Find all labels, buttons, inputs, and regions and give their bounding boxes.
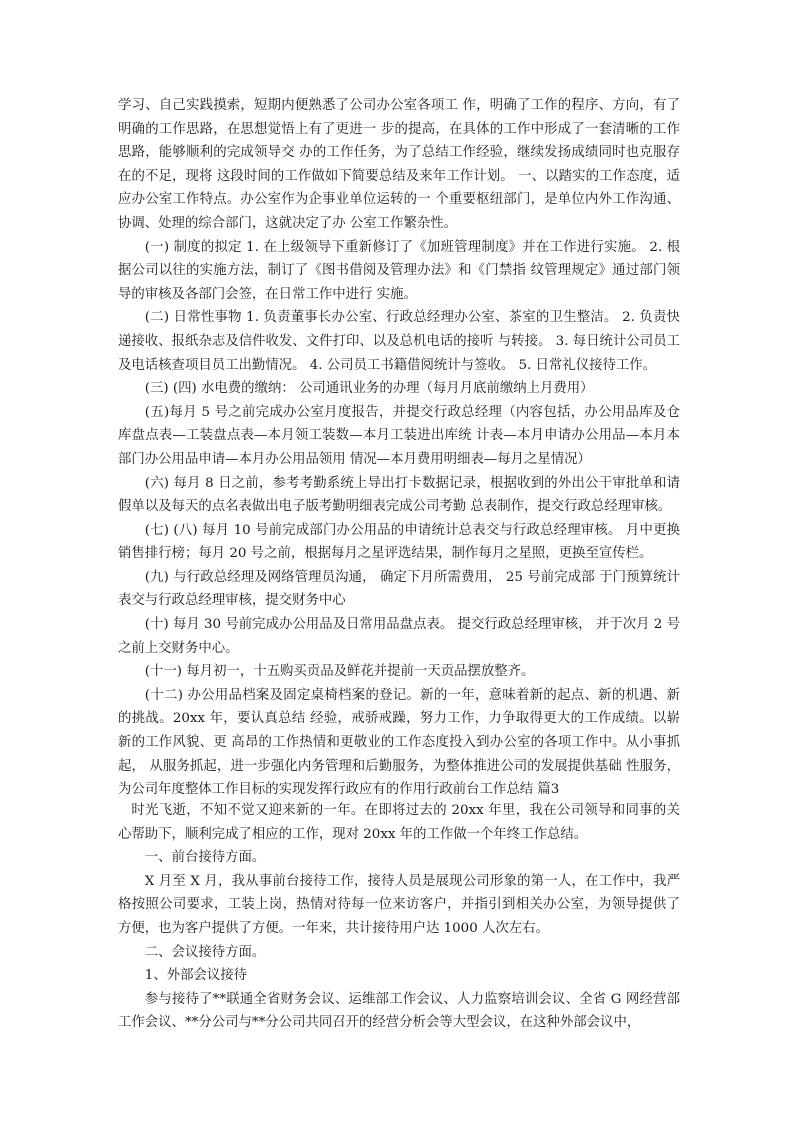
paragraph-item-3: (三) (四) 水电费的缴纳： 公司通讯业务的办理（每月月底前缴纳上月费用）	[144, 381, 594, 397]
paragraph-opening: 时光飞逝，不知不觉又迎来新的一年。在即将过去的 20xx 年里，我在公司领导和同事的关心帮助下，顺利完成了相应的工作，现对 20xx 年的工作做一个年终工作总结。	[118, 803, 680, 842]
paragraph-item-9: (九) 与行政总经理及网络管理员沟通， 确定下月所需费用， 25 号前完成部 于门预算统计表交与行政总经理审核，提交财务中心	[118, 569, 680, 609]
paragraph-item-11: (十一) 每月初一，十五购买贡品及鲜花并提前一天贡品摆放整齐。	[144, 664, 535, 680]
paragraph-meetings: 参与接待了**联通全省财务会议、运维部工作会议、人力监察培训会议、全省 G 网经营部工作会议、**分公司与**分公司共同召开的经营分析会等大型会议，在这种外部会议中，	[118, 991, 680, 1031]
paragraph-item-10: (十) 每月 30 号前完成办公用品及日常用品盘点表。 提交行政总经理审核， 并于次月 2 号之前上交财务中心。	[118, 617, 680, 656]
paragraph-item-1: (一) 制度的拟定 1. 在上级领导下重新修订了《加班管理制度》并在工作进行实施。 2. 根据公司以往的实施方法，制订了《图书借阅及管理办法》和《门禁指 纹管理规定》通过部门领导的审核及各部门会签，在日常工作中进行 实施。	[118, 239, 680, 302]
subheading-external-meetings: 1、外部会议接待	[144, 968, 248, 984]
heading-meetings: 二、会议接待方面。	[144, 944, 266, 960]
paragraph-item-2: (二) 日常性事物 1. 负责董事长办公室、行政总经理办公室、茶室的卫生整洁。 2. 负责快递接收、报纸杂志及信件收发、文件打印、以及总机电话的接听 与转接。 3. 每日统计公司员工及电话核查项目员工出勤情况。 4. 公司员工书籍借阅统计与签收。 5. 日常礼仪接待工作。	[118, 310, 680, 373]
paragraph-item-12: (十二) 办公用品档案及固定桌椅档案的登记。新的一年，意味着新的起点、新的机遇、新的挑战。20xx 年，要认真总结 经验，戒骄戒躁，努力工作，力争取得更大的工作成绩。以崭新的工作风貌、更 高昂的工作热情和更敬业的工作态度投入到办公室的各项工作中。从小事抓起， 从服务抓起，进一步强化内务管理和后勤服务，为整体推进公司的发展提供基础 性服务，为公司年度整体工作目标的实现发挥行政应有的作用行政前台工作总结 篇3	[118, 687, 680, 798]
paragraph-intro: 学习、自己实践摸索，短期内便熟悉了公司办公室各项工 作，明确了工作的程序、方向，有了明确的工作思路，在思想觉悟上有了更进一 步的提高，在具体的工作中形成了一套清晰的工作思路，能够顺利的完成领导交 办的工作任务，为了总结工作经验，继续发扬成绩同时也克服存在的不足，现将 这段时间的工作做如下简要总结及来年工作计划。 一、以踏实的工作态度，适应办公室工作特点。办公室作为企事业单位运转的一 个重要枢纽部门，是单位内外工作沟通、协调、处理的综合部门，这就决定了办 公室工作繁杂性。	[118, 98, 680, 231]
paragraph-item-6: (六) 每月 8 日之前，参考考勤系统上导出打卡数据记录，根据收到的外出公干审批单和请假单以及每天的点名表做出电子版考勤明细表完成公司考勤 总表制作，提交行政总经理审核。	[118, 475, 680, 515]
paragraph-item-5: (五)每月 5 号之前完成办公室月度报告，并提交行政总经理（内容包括，办公用品库及仓库盘点表—工装盘点表—本月领工装数—本月工装进出库统 计表—本月申请办公用品—本月本部门办公用品申请—本月办公用品领用 情况—本月费用明细表—每月之星情况）	[118, 404, 680, 467]
section-b	[118, 799, 680, 1035]
paragraph-reception: X 月至 X 月，我从事前台接待工作，接待人员是展现公司形象的第一人，在工作中，我严格按照公司要求，工装上岗，热情对待每一位来访客户，并指引到相关办公室，为领导提供了方便，也为客户提供了方便。一年来，共计接待用户达 1000 人次左右。	[118, 873, 680, 936]
section-a	[118, 94, 680, 802]
heading-reception: 一、前台接待方面。	[144, 850, 266, 866]
paragraph-item-7: (七) (八) 每月 10 号前完成部门办公用品的申请统计总表交与行政总经理审核。 月中更换销售排行榜；每月 20 号之前，根据每月之星评选结果，制作每月之星照，更换至宣传栏。	[118, 522, 680, 562]
